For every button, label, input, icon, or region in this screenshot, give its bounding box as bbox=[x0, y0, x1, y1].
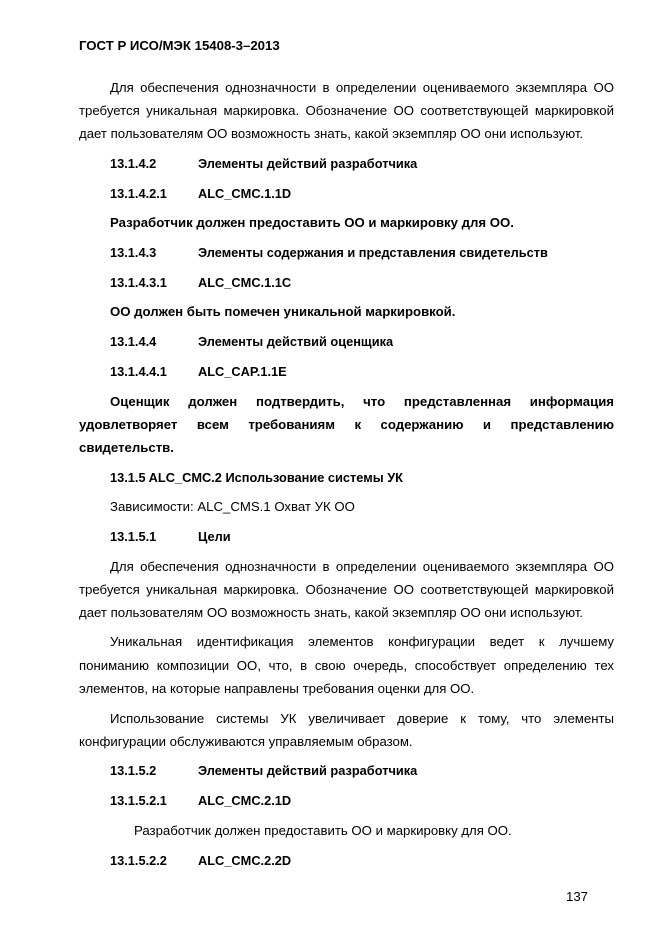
section-title: Элементы действий оценщика bbox=[198, 334, 394, 349]
section-number: 13.1.4.2 bbox=[110, 156, 157, 171]
section-number: 13.1.4.4 bbox=[110, 334, 157, 349]
paragraph-line: Использование системы УК увеличивает доверие к тому, что элементы bbox=[110, 711, 614, 726]
requirement-line: Оценщик должен подтвердить, что представленная информация bbox=[110, 394, 614, 409]
dependencies-text: Зависимости: ALC_CMS.1 Охват УК ОО bbox=[110, 499, 355, 514]
section-number: 13.1.5.1 bbox=[110, 529, 157, 544]
section-title: ALC_CMC.1.1C bbox=[198, 275, 292, 290]
paragraph-line: дает пользователям ОО возможность знать, какой экземпляр ОО они используют. bbox=[79, 126, 584, 141]
section-title: Цели bbox=[198, 529, 231, 544]
paragraph-line: требуется уникальная маркировка. Обозначение ОО соответствующей маркировкой bbox=[79, 582, 614, 597]
section-title: Элементы содержания и представления свидетельств bbox=[198, 245, 548, 260]
section-number: 13.1.4.2.1 bbox=[110, 186, 167, 201]
paragraph-line: пониманию композиции ОО, что, в свою очередь, способствует определению тех bbox=[79, 658, 614, 673]
page-number: 137 bbox=[566, 889, 589, 904]
section-number: 13.1.4.3 bbox=[110, 245, 157, 260]
section-number: 13.1.4.3.1 bbox=[110, 275, 167, 290]
section-number: 13.1.5.2.2 bbox=[110, 853, 167, 868]
requirement-line: удовлетворяет всем требованиям к содержанию и представлению bbox=[79, 417, 614, 432]
requirement-text: ОО должен быть помечен уникальной маркировкой. bbox=[110, 304, 456, 319]
paragraph-line: элементов, на которые направлены требования оценки для ОО. bbox=[79, 681, 475, 696]
document-header: ГОСТ Р ИСО/МЭК 15408-3–2013 bbox=[79, 38, 280, 53]
section-title: ALC_CMC.2.1D bbox=[198, 793, 292, 808]
subsection-heading: 13.1.5 ALC_CMC.2 Использование системы УК bbox=[110, 470, 403, 485]
section-number: 13.1.5.2.1 bbox=[110, 793, 167, 808]
section-title: ALC_CMC.1.1D bbox=[198, 186, 292, 201]
paragraph-line: Уникальная идентификация элементов конфигурации ведет к лучшему bbox=[110, 634, 614, 649]
requirement-line: свидетельств. bbox=[79, 440, 174, 455]
section-title: Элементы действий разработчика bbox=[198, 763, 418, 778]
section-title: Элементы действий разработчика bbox=[198, 156, 418, 171]
section-title: ALC_CAP.1.1E bbox=[198, 364, 287, 379]
paragraph-line: Для обеспечения однозначности в определении оцениваемого экземпляра ОО bbox=[110, 80, 614, 95]
paragraph-line: Для обеспечения однозначности в определении оцениваемого экземпляра ОО bbox=[110, 559, 614, 574]
paragraph-line: конфигурации обслуживаются управляемым образом. bbox=[79, 734, 413, 749]
paragraph-line: требуется уникальная маркировка. Обозначение ОО соответствующей маркировкой bbox=[79, 103, 614, 118]
requirement-text: Разработчик должен предоставить ОО и маркировку для ОО. bbox=[134, 823, 512, 838]
paragraph-line: дает пользователям ОО возможность знать, какой экземпляр ОО они используют. bbox=[79, 605, 584, 620]
section-title: ALC_CMC.2.2D bbox=[198, 853, 292, 868]
section-number: 13.1.4.4.1 bbox=[110, 364, 167, 379]
requirement-text: Разработчик должен предоставить ОО и маркировку для ОО. bbox=[110, 215, 514, 230]
section-number: 13.1.5.2 bbox=[110, 763, 157, 778]
